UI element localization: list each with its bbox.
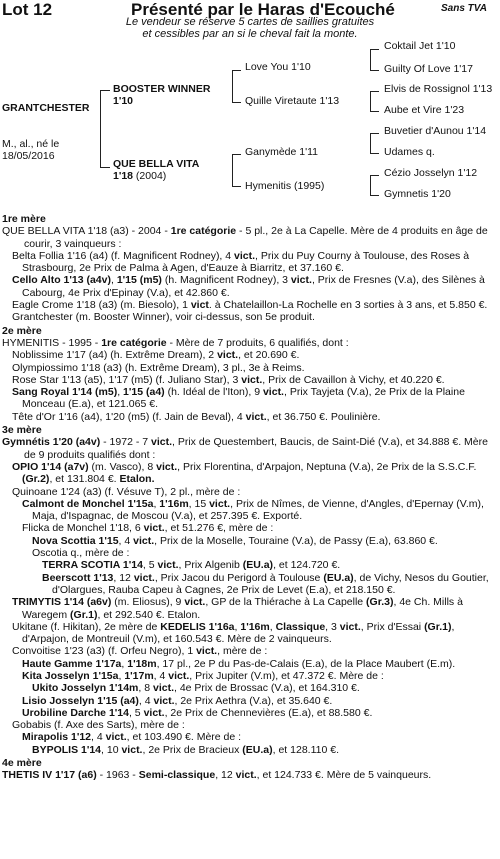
paragraph: Tête d'Or 1'16 (a4), 1'20 (m5) (f. Jain de Beval), 4 vict., et 36.750 €. Poulinière. — [12, 410, 381, 423]
gen3-3: Elvis de Rossignol 1'13 — [384, 83, 493, 95]
paragraph: Eagle Crome 1'18 (a3) (m. Biesolo), 1 vict. à Chatelaillon-La Rochelle en 3 sorties à 3 ans, et 5.850 €. — [12, 299, 488, 312]
section-3e-mere: 3e mère — [2, 424, 42, 437]
paragraph: Kita Josselyn 1'15a, 1'17m, 4 vict., Prix Jupiter (V.m), et 47.372 €. Mère de : — [22, 669, 384, 682]
bracket-line — [232, 186, 241, 187]
section-4e-mere: 4e mère — [2, 757, 42, 770]
paragraph: THETIS IV 1'17 (a6) - 1963 - Semi-classique, 12 vict., et 124.733 €. Mère de 5 vainqueurs. — [2, 769, 432, 782]
gen3-5: Buvetier d'Aunou 1'14 — [384, 125, 487, 137]
bracket-line — [370, 153, 379, 154]
bracket-line — [370, 91, 379, 92]
bracket-line — [232, 70, 241, 71]
page-title: Présenté par le Haras d'Ecouché — [131, 0, 395, 19]
paragraph: Quinoane 1'24 (a3) (f. Vésuve T), 2 pl., mère de : — [12, 485, 241, 498]
tax-note: Sans TVA — [441, 3, 487, 14]
bracket-line — [232, 154, 233, 187]
dam-year: 1'18 — [113, 170, 134, 182]
horse-name: GRANTCHESTER — [2, 102, 90, 114]
paragraph: Gymnétis 1'20 (a4v) - 1972 - 7 vict., Prix de Questembert, Baucis, de Saint-Dié (V.a), et 34.888 €. Mère de 9 produits qualifiés dont : — [2, 436, 488, 461]
paragraph: BYPOLIS 1'14, 10 vict., 2e Prix de Bracieux (EU.a), et 128.110 €. — [32, 743, 339, 756]
bracket-line — [370, 70, 379, 71]
sire-year: 1'10 — [113, 95, 134, 107]
paragraph: Belta Follia 1'16 (a4) (f. Magnificent Rodney), 4 vict., Prix du Puy Courny à Toulouse, des Roses à Strasbourg, 2e Prix de Palma à Agen, d'Eauze à Biarritz, et 37.160 €. — [12, 249, 470, 275]
sire-sire: Love You 1'10 — [245, 61, 311, 73]
horse-info-2: 18/05/2016 — [2, 150, 55, 162]
paragraph: Flicka de Monchel 1'18, 6 vict., et 51.276 €, mère de : — [22, 522, 274, 535]
paragraph: Convoitise 1'23 (a3) (f. Orfeu Negro), 1 vict., mère de : — [12, 645, 268, 658]
paragraph: TRIMYTIS 1'14 (a6v) (m. Eliosus), 9 vict., GP de la Thiérache à La Capelle (Gr.3), 4e Ch. Mills à Waregem (Gr.1), et 292.540 €. Etalon. — [12, 596, 463, 621]
paragraph: QUE BELLA VITA 1'18 (a3) - 2004 - 1re catégorie - 5 pl., 2e à La Capelle. Mère de 4 produits en âge de courir, 3 vainqueurs : — [2, 225, 488, 250]
gen3-8: Gymnetis 1'20 — [384, 188, 451, 200]
horse-info-1: M., al., né le — [2, 138, 60, 150]
paragraph: Beerscott 1'13, 12 vict., Prix Jacou du Perigord à Toulouse (EU.a), de Vichy, Nesos du Goutier, d'Olargues, Rauba Capeu à Cagnes, 2e Prix de Levet (E.a), et 218.150 €. — [42, 571, 489, 596]
paragraph: HYMENITIS - 1995 - 1re catégorie - Mère de 7 produits, 6 qualifiés, dont : — [2, 336, 349, 349]
bracket-line — [370, 91, 371, 112]
paragraph: Sang Royal 1'14 (m5), 1'15 (a4) (h. Idéal de l'Iton), 9 vict., Prix Tayjeta (V.a), 2e Prix de la Plaine Monceau (E.a), et 121.065 €. — [12, 386, 465, 411]
dam-birth-year: (2004) — [133, 170, 167, 182]
dam-name: QUE BELLA VITA — [113, 158, 200, 170]
paragraph: Gobabis (f. Axe des Sarts), mère de : — [12, 719, 185, 732]
paragraph: Grantchester (m. Booster Winner), voir ci-dessus, son 5e produit. — [12, 311, 315, 324]
bracket-line — [370, 111, 379, 112]
dam-sire: Ganymède 1'11 — [245, 146, 319, 158]
paragraph: Cello Alto 1'13 (a4v), 1'15 (m5) (h. Magnificent Rodney), 3 vict., Prix de Fresnes (V.a), des Silènes à Cabourg, 4e Prix d'Epinay (V.a), et 42.860 €. — [12, 274, 485, 299]
gen3-7: Cézio Josselyn 1'12 — [384, 167, 478, 179]
subtitle-line-1: Le vendeur se réserve 5 cartes de saillies gratuites — [125, 16, 375, 28]
bracket-line — [232, 154, 241, 155]
dam-year-line — [113, 170, 166, 182]
paragraph: Urobiline Darche 1'14, 5 vict., 2e Prix de Chennevières (E.a), et 88.580 €. — [22, 706, 373, 719]
bracket-line — [370, 175, 371, 196]
pedigree-notes — [2, 212, 498, 782]
sire-dam: Quille Viretaute 1'13 — [245, 95, 340, 107]
bracket-line — [370, 175, 379, 176]
subtitle-line-2: et cessibles par an si le cheval fait la monte. — [142, 28, 358, 40]
paragraph: Ukitane (f. Hikitan), 2e mère de KEDELIS 1'16a, 1'16m, Classique, 3 vict., Prix d'Essai (Gr.1), d'Arpajon, de Montreuil (V.m), et 160.543 €. Mère de 2 vainqueurs. — [12, 620, 455, 646]
bracket-line — [370, 133, 379, 134]
paragraph: Rose Star 1'13 (a5), 1'17 (m5) (f. Juliano Star), 3 vict., Prix de Cavaillon à Vichy, et 40.220 €. — [12, 373, 445, 386]
bracket-line — [370, 49, 371, 71]
paragraph: Mirapolis 1'12, 4 vict., et 103.490 €. Mère de : — [22, 731, 242, 744]
paragraph: OPIO 1'14 (a7v) (m. Vasco), 8 vict., Prix Florentina, d'Arpajon, Neptuna (V.a), 2e Prix de la S.S.C.F. (Gr.2), et 131.804 €. Etalon. — [12, 460, 477, 486]
paragraph: Nova Scottia 1'15, 4 vict., Prix de la Moselle, Touraine (V.a), de Passy (E.a), 63.860 €. — [32, 534, 438, 547]
bracket-line — [232, 102, 241, 103]
paragraph: Calmont de Monchel 1'15a, 1'16m, 15 vict., Prix de Nîmes, de Vienne, d'Angles, d'Epernay (V.m), Maja, d'Ispagnac, de Moscou (V.a), et 257.395 €. Exporté. — [22, 497, 484, 523]
sire-name: BOOSTER WINNER — [113, 83, 211, 95]
bracket-line — [370, 133, 371, 154]
paragraph: Olympiossimo 1'18 (a3) (h. Extrême Dream), 3 pl., 3e à Reims. — [12, 361, 305, 374]
gen3-4: Aube et Vire 1'23 — [384, 104, 465, 116]
paragraph: Noblissime 1'17 (a4) (h. Extrême Dream), 2 vict., et 20.690 €. — [12, 349, 300, 362]
bracket-line — [370, 195, 379, 196]
lot-number: Lot 12 — [2, 0, 53, 19]
bracket-line — [370, 49, 379, 50]
section-1re-mere: 1re mère — [2, 213, 46, 225]
bracket-line — [232, 70, 233, 103]
bracket-line — [100, 90, 110, 91]
paragraph: Lisio Josselyn 1'15 (a4), 4 vict., 2e Prix Aethra (V.a), et 35.640 €. — [22, 694, 333, 707]
paragraph: Ukito Josselyn 1'14m, 8 vict., 4e Prix de Brossac (V.a), et 164.310 €. — [32, 682, 360, 695]
paragraph: Oscotia q., mère de : — [32, 547, 130, 560]
dam-dam: Hymenitis (1995) — [245, 180, 325, 192]
gen3-6: Udames q. — [384, 146, 435, 158]
paragraph: Haute Gamme 1'17a, 1'18m, 17 pl., 2e P du Pas-de-Calais (E.a), de la Place Maubert (E.m). — [22, 657, 456, 670]
bracket-line — [100, 167, 110, 168]
section-2e-mere: 2e mère — [2, 324, 42, 337]
paragraph: TERRA SCOTIA 1'14, 5 vict., Prix Algenib (EU.a), et 124.720 €. — [42, 559, 341, 572]
gen3-2: Guilty Of Love 1'17 — [384, 63, 473, 75]
bracket-line — [100, 90, 101, 168]
gen3-1: Coktail Jet 1'10 — [384, 40, 456, 52]
